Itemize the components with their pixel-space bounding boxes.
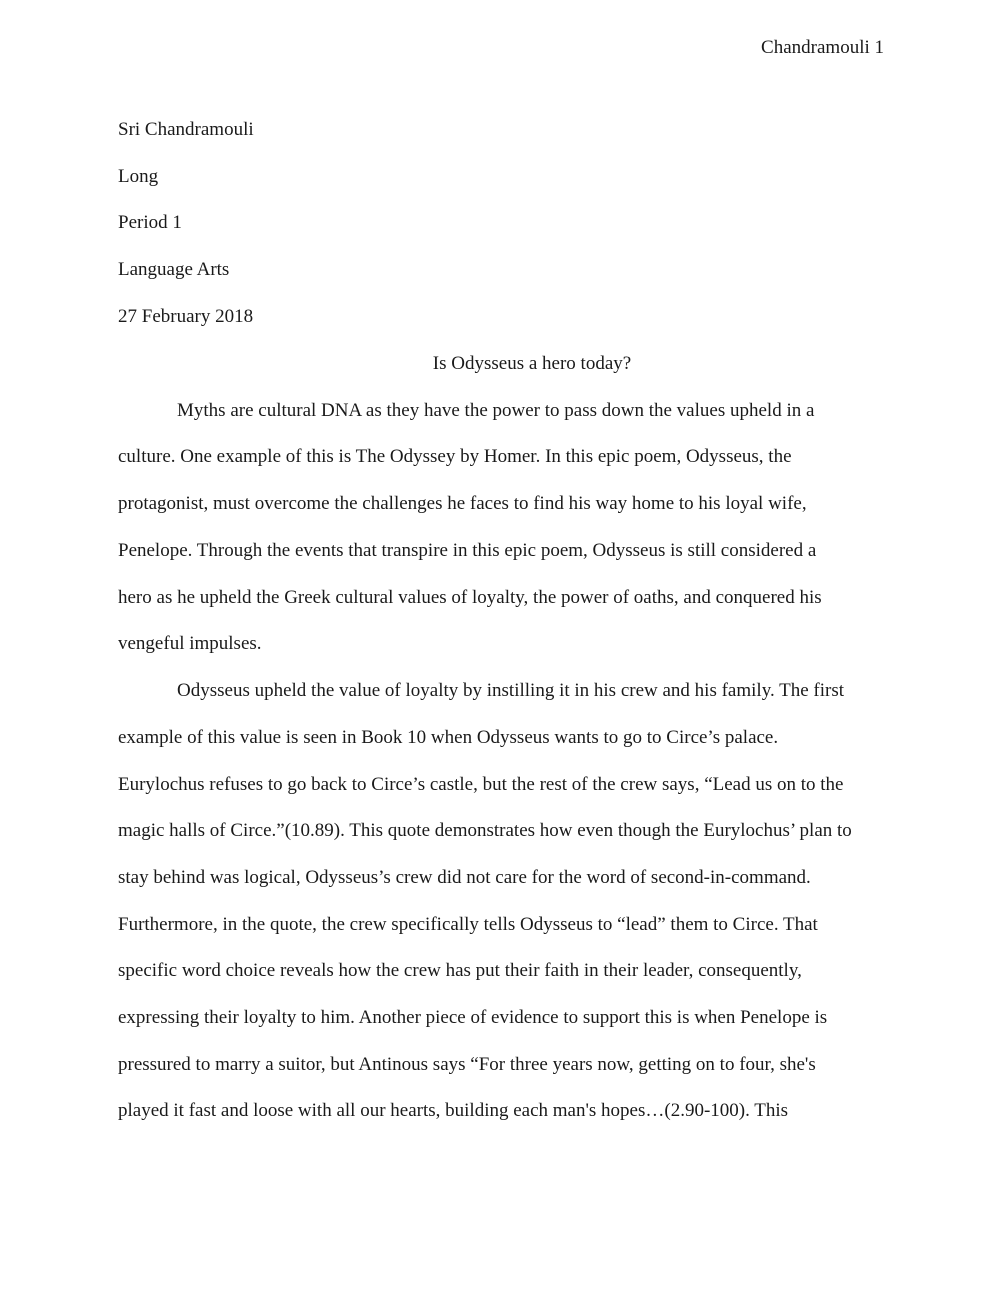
course-subject: Language Arts [118,259,230,280]
paragraph-line: Myths are cultural DNA as they have the power to pass down the values upheld in a [177,400,815,421]
running-head: Chandramouli 1 [761,37,884,58]
paragraph-line: pressured to marry a suitor, but Antinous says “For three years now, getting on to four, she's [118,1054,816,1075]
paragraph-line: played it fast and loose with all our hearts, building each man's hopes…(2.90-100). This [118,1100,789,1121]
paragraph-line: culture. One example of this is The Odyssey by Homer. In this epic poem, Odysseus, the [118,446,792,467]
paragraph-line: magic halls of Circe.”(10.89). This quote demonstrates how even though the Eurylochus’ plan to [118,820,852,841]
paragraph-line: stay behind was logical, Odysseus’s crew did not care for the word of second-in-command. [118,867,811,888]
paragraph-line: specific word choice reveals how the crew has put their faith in their leader, consequently, [118,960,802,981]
document-date: 27 February 2018 [118,306,254,327]
essay-title: Is Odysseus a hero today? [432,353,632,374]
class-period: Period 1 [118,212,182,233]
author-name: Sri Chandramouli [118,119,254,140]
paragraph-line: example of this value is seen in Book 10 when Odysseus wants to go to Circe’s palace. [118,727,779,748]
paragraph-line: Penelope. Through the events that transpire in this epic poem, Odysseus is still considered a [118,540,817,561]
paragraph-line: Eurylochus refuses to go back to Circe’s castle, but the rest of the crew says, “Lead us on to the [118,774,844,795]
paragraph-line: protagonist, must overcome the challenges he faces to find his way home to his loyal wife, [118,493,807,514]
paragraph-line: Odysseus upheld the value of loyalty by instilling it in his crew and his family. The first [177,680,845,701]
teacher-name: Long [118,166,159,187]
paragraph-line: vengeful impulses. [118,633,262,654]
paragraph-line: Furthermore, in the quote, the crew specifically tells Odysseus to “lead” them to Circe. That [118,914,818,935]
paragraph-line: hero as he upheld the Greek cultural values of loyalty, the power of oaths, and conquered his [118,587,822,608]
paragraph-line: expressing their loyalty to him. Another piece of evidence to support this is when Penelope is [118,1007,828,1028]
